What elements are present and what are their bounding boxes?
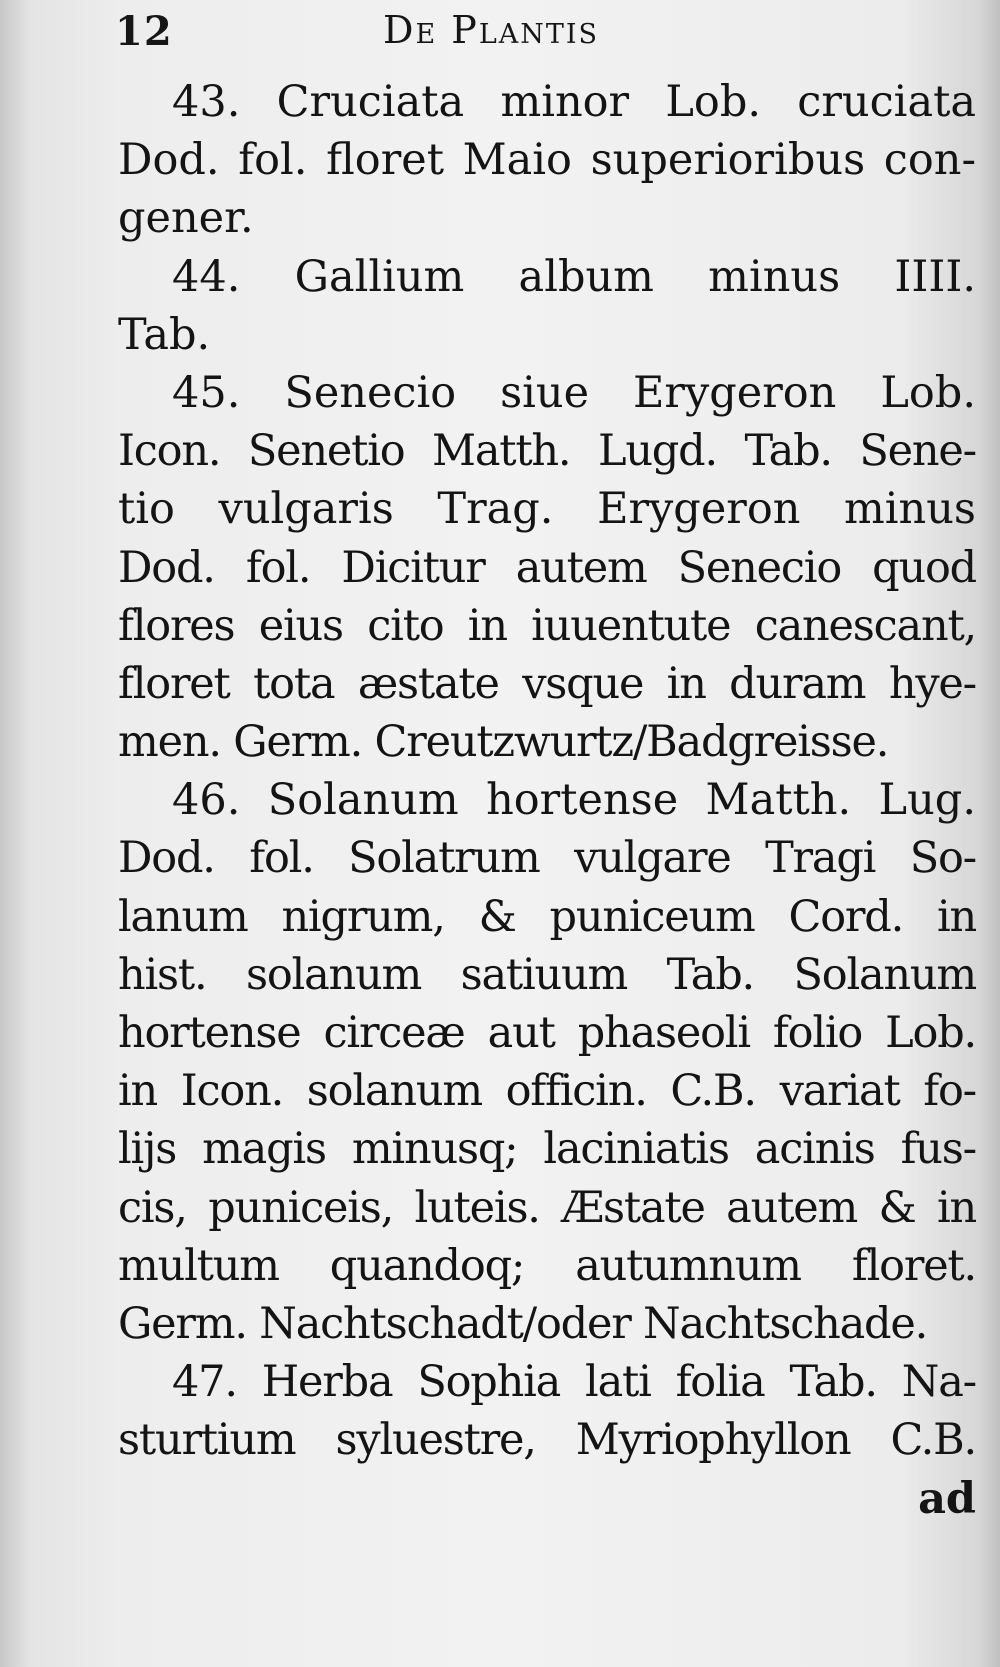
text-line: floret tota æstate vsque in duram hye- xyxy=(118,658,976,709)
text-line: 44. Gallium album minus IIII. xyxy=(172,251,976,302)
text-line: Dod. fol. Dicitur autem Senecio quod xyxy=(118,542,976,593)
body-text xyxy=(118,73,976,1528)
text-line: gener. xyxy=(118,193,254,244)
text-line: 46. Solanum hortense Matth. Lug. xyxy=(172,775,976,826)
text-line: men. Germ. Creutzwurtz/Badgreisse. xyxy=(118,717,889,768)
text-line: flores eius cito in iuuentute canescant, xyxy=(118,600,976,651)
text-line: hist. solanum satiuum Tab. Solanum xyxy=(118,949,976,1000)
text-line: Germ. Nachtschadt/oder Nachtschade. xyxy=(118,1298,928,1349)
text-line: 43. Cruciata minor Lob. cruciata xyxy=(172,77,976,127)
page-header xyxy=(115,8,675,55)
text-line: multum quandoq; autumnum floret. xyxy=(118,1240,976,1291)
text-line: hortense circeæ aut phaseoli folio Lob. xyxy=(118,1008,976,1058)
text-line: Dod. fol. floret Maio superioribus con- xyxy=(118,135,976,186)
text-line: Tab. xyxy=(118,309,211,360)
text-line: 45. Senecio siue Erygeron Lob. xyxy=(172,367,976,418)
text-line: Dod. fol. Solatrum vulgare Tragi So- xyxy=(118,833,976,884)
text-line: lijs magis minusq; laciniatis acinis fus- xyxy=(118,1124,976,1175)
text-line: sturtium syluestre, Myriophyllon C.B. xyxy=(118,1415,976,1466)
text-line: in Icon. solanum officin. C.B. variat fo- xyxy=(118,1066,976,1117)
text-line: tio vulgaris Trag. Erygeron minus xyxy=(118,484,976,535)
text-line: Icon. Senetio Matth. Lugd. Tab. Sene- xyxy=(118,426,976,477)
text-line: cis, puniceis, luteis. Æstate autem & in xyxy=(118,1182,976,1233)
running-head: De Plantis xyxy=(383,8,600,52)
text-line: lanum nigrum, & puniceum Cord. in xyxy=(118,891,976,942)
text-line: 47. Herba Sophia lati folia Tab. Na- xyxy=(172,1357,976,1408)
catchword: ad xyxy=(918,1473,976,1524)
page-number: 12 xyxy=(115,8,173,55)
